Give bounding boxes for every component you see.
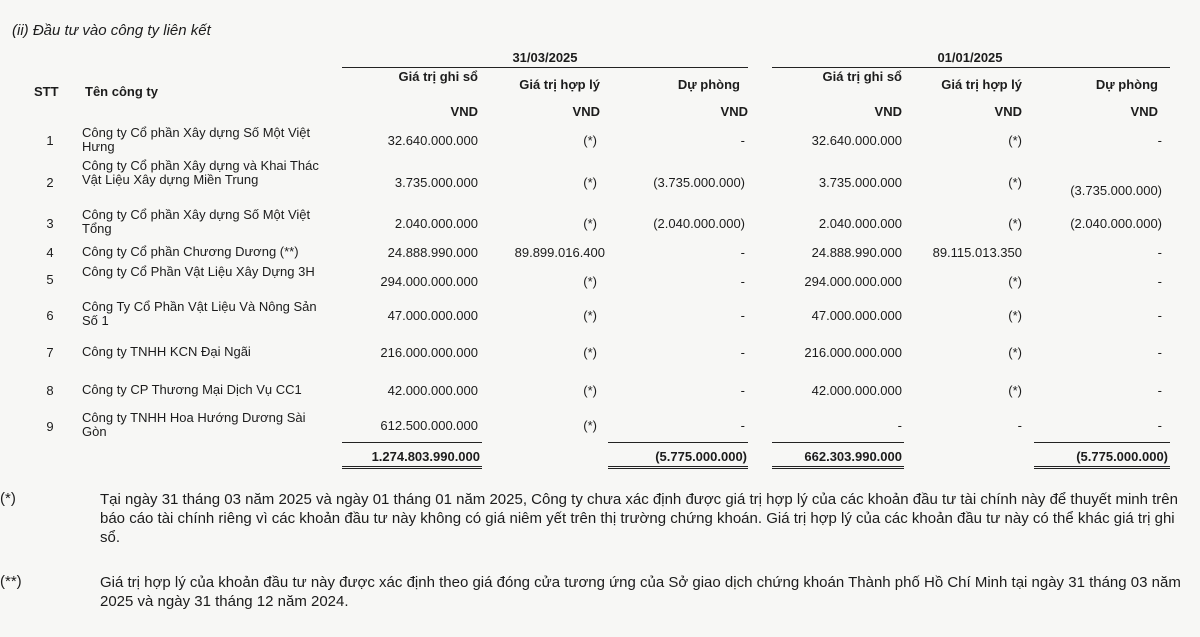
- col-header-fair-2: Giá trị hợp lý: [941, 77, 1022, 92]
- row-p2-prov: -: [1157, 308, 1162, 323]
- row-company-name: Công ty TNHH KCN Đại Ngãi: [82, 344, 251, 359]
- period-rule-1: [342, 67, 748, 68]
- row-p2-fair: (*): [1008, 383, 1022, 398]
- row-p1-prov: -: [740, 383, 745, 398]
- row-p1-book: 612.500.000.000: [380, 418, 478, 433]
- row-p1-prov: -: [740, 308, 745, 323]
- row-p2-prov: (2.040.000.000): [1070, 216, 1162, 231]
- row-p2-book: 24.888.990.000: [811, 245, 902, 260]
- row-p1-prov: -: [740, 133, 745, 148]
- row-p2-prov: -: [1157, 383, 1162, 398]
- period-header-1: 31/03/2025: [512, 50, 578, 65]
- total-rule-p2-prov: [1034, 442, 1170, 443]
- row-p1-fair: (*): [583, 308, 597, 323]
- total-p2-book: 662.303.990.000: [804, 449, 902, 464]
- row-p1-fair: 89.899.016.400: [514, 245, 605, 260]
- row-p1-prov: -: [740, 345, 745, 360]
- row-p2-prov: -: [1157, 345, 1162, 360]
- row-company-name: Công ty Cổ phần Chương Dương (**): [82, 244, 299, 259]
- row-company-name: Công ty Cổ phần Xây dựng và Khai Thác Vật Liệu Xây dựng Miền Trung: [82, 158, 319, 187]
- total-p1-prov: (5.775.000.000): [655, 449, 747, 464]
- currency-book-1: VND: [450, 104, 478, 119]
- row-stt: 3: [46, 216, 54, 231]
- row-company-name: Công ty CP Thương Mại Dịch Vụ CC1: [82, 382, 302, 397]
- row-p2-fair: (*): [1008, 274, 1022, 289]
- col-header-prov-1: Dự phòng: [677, 77, 740, 92]
- row-p2-fair: (*): [1008, 175, 1022, 190]
- row-p2-fair: -: [1017, 418, 1022, 433]
- row-p1-fair: (*): [583, 175, 597, 190]
- row-p1-fair: (*): [583, 345, 597, 360]
- row-p1-book: 47.000.000.000: [387, 308, 478, 323]
- row-p2-prov: (3.735.000.000): [1070, 183, 1162, 198]
- total-p2-prov: (5.775.000.000): [1076, 449, 1168, 464]
- row-p2-fair: (*): [1008, 133, 1022, 148]
- row-stt: 7: [46, 345, 54, 360]
- row-company-name: Công ty Cổ phần Xây dựng Số Một Việt Hưng: [82, 125, 311, 154]
- row-p2-book: 32.640.000.000: [811, 133, 902, 148]
- row-p2-book: 294.000.000.000: [804, 274, 902, 289]
- currency-prov-2: VND: [1130, 104, 1158, 119]
- col-header-book-1: Giá trị ghi sổ: [398, 69, 478, 84]
- row-p1-prov: -: [740, 418, 745, 433]
- col-header-stt: STT: [34, 84, 59, 99]
- row-p1-prov: (3.735.000.000): [653, 175, 745, 190]
- currency-prov-1: VND: [720, 104, 748, 119]
- row-p1-fair: (*): [583, 418, 597, 433]
- row-company-name: Công ty TNHH Hoa Hướng Dương Sài Gòn: [82, 410, 306, 439]
- row-p2-book: -: [897, 418, 902, 433]
- total-double-rule-p2-book: [772, 466, 904, 469]
- row-p2-book: 2.040.000.000: [818, 216, 902, 231]
- col-header-prov-2: Dự phòng: [1095, 77, 1158, 92]
- row-p1-book: 294.000.000.000: [380, 274, 478, 289]
- row-stt: 4: [46, 245, 54, 260]
- row-p2-prov: -: [1157, 245, 1162, 260]
- total-double-rule-p1-book: [342, 466, 482, 469]
- row-p2-fair: (*): [1008, 345, 1022, 360]
- row-p1-book: 2.040.000.000: [394, 216, 478, 231]
- row-p2-book: 3.735.000.000: [818, 175, 902, 190]
- row-p1-book: 24.888.990.000: [387, 245, 478, 260]
- total-double-rule-p1-prov: [608, 466, 748, 469]
- total-p1-book: 1.274.803.990.000: [371, 449, 480, 464]
- currency-fair-2: VND: [994, 104, 1022, 119]
- currency-fair-1: VND: [572, 104, 600, 119]
- row-stt: 8: [46, 383, 54, 398]
- row-stt: 6: [46, 308, 54, 323]
- note-text-1: Tại ngày 31 tháng 03 năm 2025 và ngày 01 tháng 01 năm 2025, Công ty chưa xác định được giá trị hợp lý của các khoản đầu tư tài chính này để thuyết minh trên báo cáo tài chính riêng vì các khoản đầu tư này không có giá niêm yết trên thị trường chứng khoán. Giá trị hợp lý của các khoản đầu tư này có thể khác giá trị ghi sổ.: [100, 491, 1178, 546]
- row-p2-prov: -: [1157, 418, 1162, 433]
- row-p1-prov: -: [740, 245, 745, 260]
- row-p1-fair: (*): [583, 383, 597, 398]
- row-p2-prov: -: [1157, 274, 1162, 289]
- row-p1-book: 216.000.000.000: [380, 345, 478, 360]
- total-rule-p2-book: [772, 442, 904, 443]
- row-stt: 5: [46, 272, 54, 287]
- row-p1-book: 3.735.000.000: [394, 175, 478, 190]
- row-company-name: Công ty Cổ phần Xây dựng Số Một Việt Tổng: [82, 207, 311, 236]
- row-stt: 1: [46, 133, 54, 148]
- note-mark-2: (**): [0, 573, 22, 590]
- row-stt: 2: [46, 175, 54, 190]
- row-p2-fair: (*): [1008, 308, 1022, 323]
- note-mark-1: (*): [0, 490, 16, 507]
- row-p2-book: 47.000.000.000: [811, 308, 902, 323]
- row-p2-fair: 89.115.013.350: [932, 245, 1022, 260]
- note-text-2: Giá trị hợp lý của khoản đầu tư này được xác định theo giá đóng cửa tương ứng của Sở giao dịch chứng khoán Thành phố Hồ Chí Minh tại ngày 31 tháng 03 năm 2025 và ngày 31 tháng 12 năm 2024.: [100, 574, 1181, 610]
- row-company-name: Công ty Cổ Phần Vật Liệu Xây Dựng 3H: [82, 264, 315, 279]
- row-p2-book: 42.000.000.000: [811, 383, 902, 398]
- row-p1-book: 32.640.000.000: [387, 133, 478, 148]
- currency-book-2: VND: [874, 104, 902, 119]
- row-p1-fair: (*): [583, 274, 597, 289]
- row-p1-fair: (*): [583, 133, 597, 148]
- col-header-fair-1: Giá trị hợp lý: [519, 77, 600, 92]
- total-double-rule-p2-prov: [1034, 466, 1170, 469]
- row-p1-prov: -: [740, 274, 745, 289]
- row-p2-book: 216.000.000.000: [804, 345, 902, 360]
- total-rule-p1-prov: [608, 442, 748, 443]
- period-rule-2: [772, 67, 1170, 68]
- col-header-book-2: Giá trị ghi sổ: [822, 69, 902, 84]
- row-p1-fair: (*): [583, 216, 597, 231]
- section-title: (ii) Đầu tư vào công ty liên kết: [12, 22, 211, 39]
- row-p2-prov: -: [1157, 133, 1162, 148]
- total-rule-p1-book: [342, 442, 482, 443]
- row-p2-fair: (*): [1008, 216, 1022, 231]
- period-header-2: 01/01/2025: [937, 50, 1003, 65]
- row-stt: 9: [46, 419, 54, 434]
- row-p1-book: 42.000.000.000: [387, 383, 478, 398]
- row-company-name: Công Ty Cổ Phần Vật Liệu Và Nông Sản Số 1: [82, 299, 317, 328]
- col-header-company: Tên công ty: [85, 84, 158, 99]
- row-p1-prov: (2.040.000.000): [653, 216, 745, 231]
